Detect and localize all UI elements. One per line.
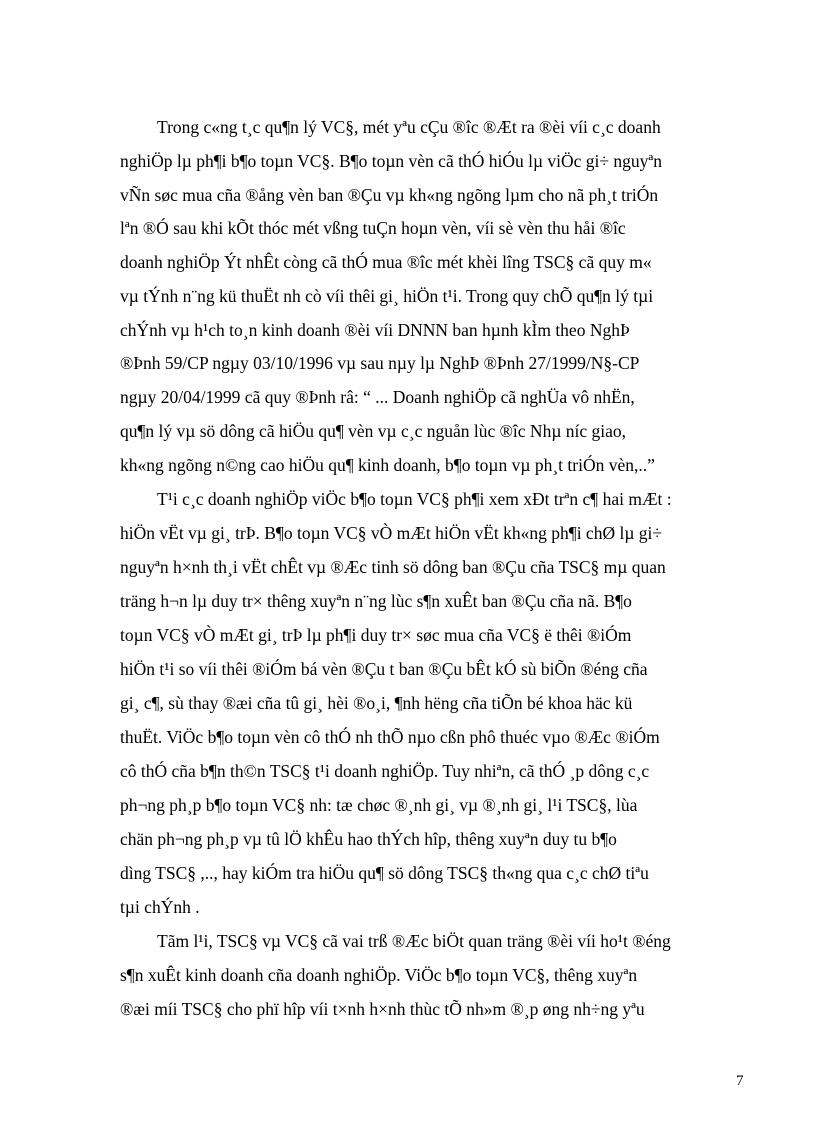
text-line: hiÖn vËt vµ gi¸ trÞ. B¶o toµn VC§ vÒ mÆt hiÖn vËt kh«ng ph¶i chØ lµ gi÷ xyxy=(120,523,662,543)
text-line: vÑn søc mua cña ®ång vèn ban ®Çu vµ kh«ng ngõng lµm cho nã ph¸t triÓn xyxy=(120,185,659,205)
text-line: T¹i c¸c doanh nghiÖp viÖc b¶o toµn VC§ ph¶i xem xÐt trªn c¶ hai mÆt : xyxy=(157,489,672,509)
text-line: chÝnh vµ h¹ch to¸n kinh doanh ®èi víi DNNN ban hµnh kÌm theo NghÞ xyxy=(120,320,630,340)
text-line: thuËt. ViÖc b¶o toµn vèn cô thÓ nh thÕ nµo cßn phô thuéc vµo ®Æc ®iÓm xyxy=(120,727,660,747)
text-line: hiÖn t¹i so víi thêi ®iÓm bá vèn ®Çu t ban ®Çu bÊt kÓ sù biÕn ®éng cña xyxy=(120,659,648,679)
text-line: vµ tÝnh n¨ng kü thuËt nh cò víi thêi gi¸ hiÖn t¹i. Trong quy chÕ qu¶n lý tµi xyxy=(120,286,654,306)
text-line: ngµy 20/04/1999 cã quy ®Þnh râ: “ ... Doanh nghiÖp cã nghÜa vô nhËn, xyxy=(120,387,635,407)
text-line: chän ph¬ng ph¸p vµ tû lÖ khÊu hao thÝch hîp, thêng xuyªn duy tu b¶o xyxy=(120,829,617,849)
text-line: nguyªn h×nh th¸i vËt chÊt vµ ®Æc tinh sö dông ban ®Çu cña TSC§ mµ quan xyxy=(120,557,666,577)
text-line: cô thÓ cña b¶n th©n TSC§ t¹i doanh nghiÖp. Tuy nhiªn, cã thÓ ¸p dông c¸c xyxy=(120,761,650,781)
text-line: gi¸ c¶, sù thay ®æi cña tû gi¸ hèi ®o¸i, ¶nh hëng cña tiÕn bé khoa häc kü xyxy=(120,693,633,713)
text-line: kh«ng ngõng n©ng cao hiÖu qu¶ kinh doanh, b¶o toµn vµ ph¸t triÓn vèn,..” xyxy=(120,455,655,475)
text-line: s¶n xuÊt kinh doanh cña doanh nghiÖp. ViÖc b¶o toµn VC§, thêng xuyªn xyxy=(120,965,638,985)
text-line: tµi chÝnh . xyxy=(120,897,200,917)
text-line: toµn VC§ vÒ mÆt gi¸ trÞ lµ ph¶i duy tr× søc mua cña VC§ ë thêi ®iÓm xyxy=(120,625,632,645)
text-line: Tãm l¹i, TSC§ vµ VC§ cã vai trß ®Æc biÖt quan träng ®èi víi ho¹t ®éng xyxy=(157,931,671,951)
text-line: Trong c«ng t¸c qu¶n lý VC§, mét yªu cÇu ®îc ®Æt ra ®èi víi c¸c doanh xyxy=(157,117,661,137)
text-line: ®æi míi TSC§ cho phï hîp víi t×nh h×nh thùc tÕ nh»m ®¸p øng nh÷ng yªu xyxy=(120,999,645,1019)
text-line: nghiÖp lµ ph¶i b¶o toµn VC§. B¶o toµn vèn cã thÓ hiÓu lµ viÖc gi÷ nguyªn xyxy=(120,151,662,171)
text-line: dìng TSC§ ,.., hay kiÓm tra hiÖu qu¶ sö dông TSC§ th«ng qua c¸c chØ tiªu xyxy=(120,863,649,883)
page-number: 7 xyxy=(736,1073,744,1089)
text-line: träng h¬n lµ duy tr× thêng xuyªn n¨ng lùc s¶n xuÊt ban ®Çu cña nã. B¶o xyxy=(120,591,632,611)
text-line: doanh nghiÖp Ýt nhÊt còng cã thÓ mua ®îc mét khèi lîng TSC§ cã quy m« xyxy=(120,252,652,272)
text-line: qu¶n lý vµ sö dông cã hiÖu qu¶ vèn vµ c¸c nguån lùc ®îc Nhµ níc giao, xyxy=(120,421,627,441)
text-line: ®Þnh 59/CP ngµy 03/10/1996 vµ sau nµy lµ NghÞ ®Þnh 27/1999/N§-CP xyxy=(120,353,640,373)
text-line: lªn ®Ó sau khi kÕt thóc mét vßng tuÇn hoµn vèn, víi sè vèn thu håi ®îc xyxy=(120,218,626,238)
text-line: ph¬ng ph¸p b¶o toµn VC§ nh: tæ chøc ®¸nh gi¸ vµ ®¸nh gi¸ l¹i TSC§, lùa xyxy=(120,795,638,815)
